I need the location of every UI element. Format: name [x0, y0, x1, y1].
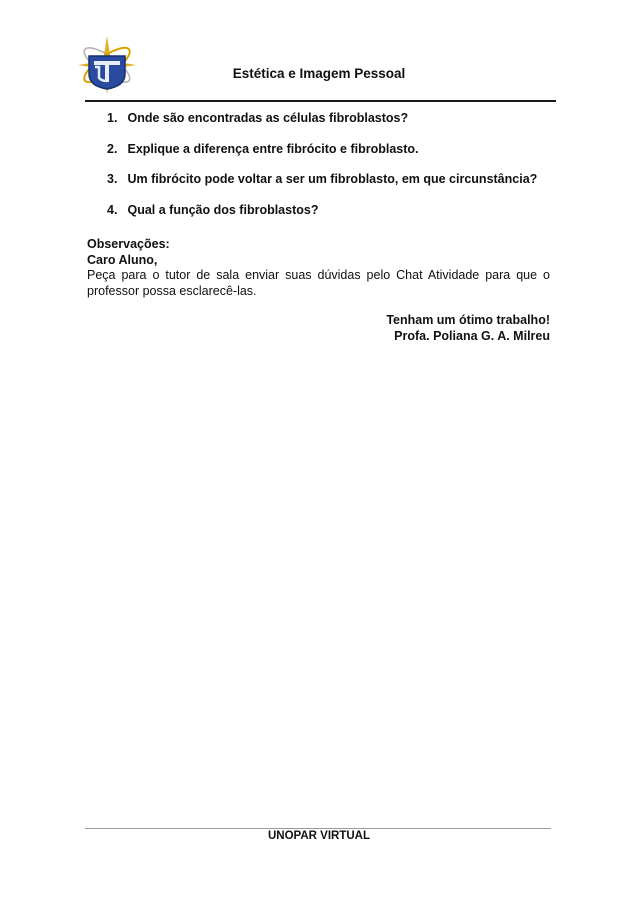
- list-item: [107, 142, 537, 173]
- list-item: [107, 203, 537, 234]
- unopar-logo-icon: [76, 34, 138, 96]
- greeting: Caro Aluno,: [87, 252, 158, 267]
- question-number: 4.: [107, 202, 118, 217]
- observations-heading: Observações:: [87, 237, 170, 251]
- page-title: Estética e Imagem Pessoal: [232, 66, 406, 81]
- question-text: Um fibrócito pode voltar a ser um fibroblasto, em que circunstância?: [127, 172, 538, 186]
- observations-section: [87, 237, 550, 299]
- question-number: 1.: [107, 111, 118, 125]
- question-list: [107, 111, 537, 233]
- question-text: Qual a função dos fibroblastos?: [127, 202, 319, 217]
- question-number: 2.: [107, 141, 118, 156]
- question-text: Explique a diferença entre fibrócito e fibroblasto.: [127, 141, 419, 156]
- header-divider: [85, 100, 556, 102]
- list-item: [107, 111, 537, 142]
- footer-divider: [85, 828, 551, 829]
- closing-wish: Tenham um ótimo trabalho!: [386, 313, 550, 327]
- footer-text: UNOPAR VIRTUAL: [267, 830, 370, 842]
- question-text: Onde são encontradas as células fibroblastos?: [127, 111, 409, 125]
- teacher-name: Profa. Poliana G. A. Milreu: [394, 329, 550, 343]
- list-item: [107, 172, 537, 203]
- observations-body: Peça para o tutor de sala enviar suas dúvidas pelo Chat Atividade para que o professor possa esclarecê-las.: [87, 268, 550, 298]
- question-number: 3.: [107, 172, 118, 186]
- closing-signature: [87, 312, 550, 344]
